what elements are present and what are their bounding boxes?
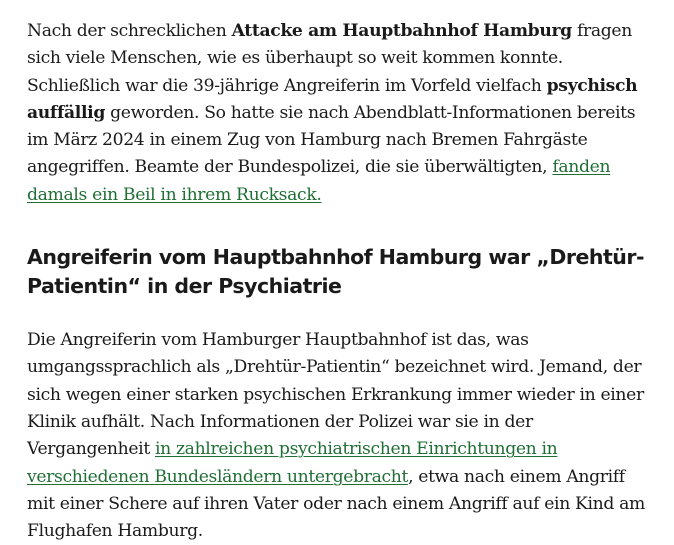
link-psychiatric-facilities[interactable]: in zahlreichen psychiatrischen Einrichtungen in verschiedenen Bundesländern untergebracht	[27, 439, 558, 487]
bold-phrase-psychic: psychisch auffällig	[27, 75, 638, 123]
paragraph-text: , etwa nach einem Angriff mit einer Schere auf ihren Vater oder nach einem Angriff auf ein Kind am Flughafen Hamburg.	[27, 466, 646, 542]
paragraph-intro	[27, 18, 657, 209]
paragraph-text: fragen sich viele Menschen, wie es überhaupt so weit kommen konnte. Schließlich war die 39-jährige Angreiferin im Vorfeld vielfach	[27, 21, 632, 96]
paragraph-drehtuer	[27, 327, 657, 545]
link-beil-rucksack[interactable]: fanden damals ein Beil in ihrem Rucksack.	[27, 157, 611, 205]
article-body	[27, 18, 657, 545]
paragraph-text: Die Angreiferin vom Hamburger Hauptbahnhof ist das, was umgangssprachlich als „Drehtür-Patientin“ bezeichnet wird. Jemand, der sich wegen einer starken psychischen Erkrankung immer wieder in einer Klinik aufhält. Nach Informationen der Polizei war sie in der Vergangenheit	[27, 330, 644, 460]
bold-phrase-attack: Attacke am Hauptbahnhof Hamburg	[231, 21, 572, 41]
paragraph-text: Nach der schrecklichen	[27, 21, 232, 41]
section-heading: Angreiferin vom Hauptbahnhof Hamburg war „Drehtür-Patientin“ in der Psychiatrie	[27, 245, 644, 298]
paragraph-text: geworden. So hatte sie nach Abendblatt-Informationen bereits im März 2024 in einem Zug von Hamburg nach Bremen Fahrgäste angegriffen. Beamte der Bundespolizei, die sie überwältigten,	[27, 102, 636, 178]
